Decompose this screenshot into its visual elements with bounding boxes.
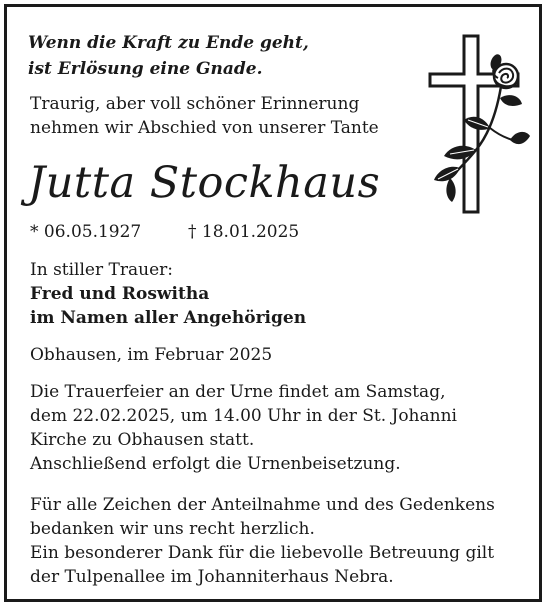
life-dates bbox=[30, 220, 300, 244]
ceremony-line-2: dem 22.02.2025, um 14.00 Uhr in der St. Johanni bbox=[30, 406, 457, 426]
motto-line-2: ist Erlösung eine Gnade. bbox=[28, 59, 263, 79]
thanks-line-3: Ein besonderer Dank für die liebevolle Betreuung gilt bbox=[30, 543, 495, 563]
mourners-block bbox=[30, 258, 306, 330]
ceremony-line-3: Kirche zu Obhausen statt. bbox=[30, 430, 255, 450]
intro-line-2: nehmen wir Abschied von unserer Tante bbox=[30, 118, 379, 138]
ceremony-line-4: Anschließend erfolgt die Urnenbeisetzung. bbox=[30, 454, 401, 474]
intro-line-1: Traurig, aber voll schöner Erinnerung bbox=[30, 94, 360, 114]
motto-quote bbox=[28, 30, 309, 82]
cross-with-rose-icon bbox=[420, 28, 530, 218]
thanks-line-2: bedanken wir uns recht herzlich. bbox=[30, 519, 315, 539]
thanks-line-4: der Tulpenallee im Johanniterhaus Nebra. bbox=[30, 567, 394, 587]
mourners-heading: In stiller Trauer: bbox=[30, 260, 173, 280]
place-date: Obhausen, im Februar 2025 bbox=[30, 345, 273, 365]
thanks-text bbox=[30, 493, 495, 589]
ceremony-line-1: Die Trauerfeier an der Urne findet am Samstag, bbox=[30, 382, 446, 402]
birth-date: * 06.05.1927 bbox=[30, 222, 142, 242]
thanks-line-1: Für alle Zeichen der Anteilnahme und des Gedenkens bbox=[30, 495, 495, 515]
ceremony-info bbox=[30, 380, 457, 476]
motto-line-1: Wenn die Kraft zu Ende geht, bbox=[28, 33, 309, 53]
intro-text bbox=[30, 92, 379, 140]
mourner-name-2: im Namen aller Angehörigen bbox=[30, 308, 307, 328]
death-date: † 18.01.2025 bbox=[188, 222, 300, 242]
mourner-name-1: Fred und Roswitha bbox=[30, 284, 210, 304]
deceased-name: Jutta Stockhaus bbox=[28, 158, 381, 208]
